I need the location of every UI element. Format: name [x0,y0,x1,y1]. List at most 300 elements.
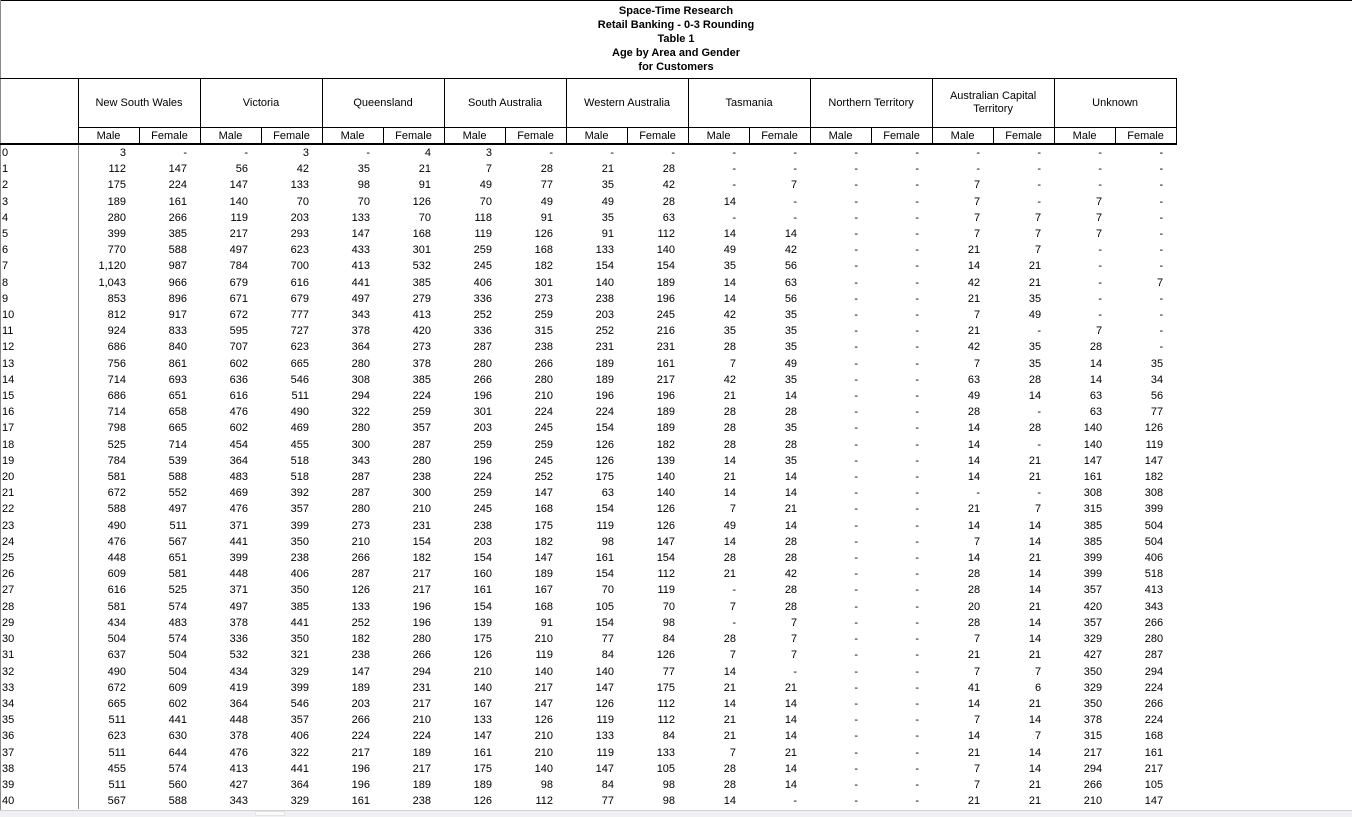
data-cell: 217 [534,681,554,694]
data-cell: - [1159,341,1164,354]
data-cell: 623 [290,244,310,257]
data-cell: 35 [784,422,798,435]
data-cell: 70 [357,195,371,208]
data-cell: 231 [595,341,615,354]
data-cell: 154 [595,260,615,273]
data-cell: 490 [290,406,310,419]
data-cell: 616 [229,390,248,403]
data-cell: 273 [412,341,432,354]
data-cell: 189 [656,406,676,419]
data-cell: 154 [595,568,615,581]
data-cell: 7 [973,633,981,646]
data-cell: 7 [790,616,798,629]
data-cell: - [915,276,920,289]
data-cell: 14 [1028,616,1042,629]
data-cell: 1,120 [98,260,126,273]
data-cell: - [1159,325,1164,338]
data-cell: - [793,665,798,678]
data-cell: 511 [108,714,126,727]
data-cell: 133 [351,211,371,224]
age-label: 39 [0,777,78,793]
data-cell: - [854,600,859,613]
gender-header[interactable]: Male [688,128,749,145]
data-cell: 28 [784,600,798,613]
data-cell: 167 [534,584,554,597]
data-cell: 665 [107,697,126,710]
table-row [0,647,1176,663]
data-cell: 420 [412,325,432,338]
area-header[interactable]: Victoria [200,79,322,128]
data-cell: 140 [656,487,676,500]
data-cell: 182 [351,633,371,646]
data-cell: - [854,147,859,159]
data-cell: - [1159,292,1164,305]
data-cell: 280 [351,357,371,370]
data-cell: 14 [1028,519,1042,532]
data-cell: 203 [595,309,615,322]
data-cell: 497 [229,244,248,257]
data-cell: 7 [973,309,981,322]
data-cell: - [854,746,859,759]
data-cell: - [854,260,859,273]
table-row [0,437,1176,453]
data-cell: 7 [729,649,737,662]
data-cell: 160 [473,568,493,581]
area-header[interactable]: South Australia [444,79,566,128]
data-cell: 14 [1028,762,1042,775]
data-cell: 853 [107,292,126,305]
gender-header[interactable]: Male [322,128,383,145]
data-cell: 7 [729,746,737,759]
gender-header[interactable]: Female [139,128,200,145]
data-cell: 91 [540,616,554,629]
data-cell: 532 [229,649,248,662]
report-title-block [0,4,1352,74]
data-cell: 196 [412,600,432,613]
data-cell: - [1098,292,1103,305]
gender-header[interactable]: Male [444,128,505,145]
data-cell: 637 [107,649,126,662]
data-cell: 7 [790,179,798,192]
data-cell: 357 [290,714,310,727]
data-cell: - [915,228,920,241]
data-cell: - [732,584,737,597]
data-cell: 203 [473,535,493,548]
data-cell: 14 [723,292,737,305]
data-cell: 119 [474,228,493,241]
data-cell: 350 [290,584,310,597]
table-row [0,323,1176,339]
data-cell: - [1037,147,1042,159]
data-cell: - [854,681,859,694]
data-cell: 504 [168,665,187,678]
data-cell: 21 [1028,649,1042,662]
data-cell: 7 [1034,503,1042,516]
data-cell: 84 [662,730,676,743]
data-cell: 245 [534,454,554,467]
data-cell: 357 [1083,616,1103,629]
data-cell: 588 [168,244,187,257]
data-cell: 644 [168,746,187,759]
data-cell: - [732,616,737,629]
data-cell: 14 [967,519,981,532]
data-cell: 280 [107,211,126,224]
data-cell: 238 [290,552,310,565]
data-cell: 224 [595,406,615,419]
table-row [0,745,1176,761]
data-cell: 112 [657,697,676,710]
table-row [0,307,1176,323]
gender-header[interactable]: Female [871,128,932,145]
data-cell: 287 [351,568,371,581]
data-cell: - [793,795,798,808]
table-row [0,615,1176,631]
data-cell: 504 [168,649,187,662]
gender-header[interactable]: Male [932,128,993,145]
data-cell: 321 [290,649,310,662]
data-cell: 315 [1083,730,1103,743]
table-row [0,550,1176,566]
data-cell: 252 [473,309,493,322]
data-cell: 28 [784,438,798,451]
data-cell: 133 [595,244,615,257]
data-cell: - [854,649,859,662]
data-cell: 560 [168,778,187,791]
age-label: 14 [0,372,78,388]
data-cell: 574 [168,762,187,775]
data-cell: 924 [107,325,126,338]
data-cell: 14 [967,471,981,484]
data-cell: 70 [418,211,432,224]
data-cell: 266 [1144,616,1164,629]
data-cell: - [854,341,859,354]
data-cell: 266 [1144,697,1164,710]
data-cell: 126 [473,649,493,662]
data-cell: 693 [168,373,187,386]
table-row [0,356,1176,372]
data-cell: 168 [534,600,554,613]
data-cell: - [915,633,920,646]
table-row [0,144,1176,161]
table-row [0,518,1176,534]
data-cell: 259 [473,438,493,451]
data-cell: 427 [229,778,248,791]
data-cell: 623 [290,341,310,354]
age-label: 40 [0,793,78,809]
data-cell: 294 [412,665,432,678]
data-cell: 7 [1034,244,1042,257]
data-cell: - [854,714,859,727]
data-cell: 224 [351,730,371,743]
gender-header[interactable]: Male [78,128,139,145]
data-cell: 133 [656,746,676,759]
age-label: 23 [0,518,78,534]
data-cell: 259 [473,244,493,257]
data-cell: 35 [601,179,615,192]
data-cell: 406 [290,568,310,581]
data-cell: 343 [351,454,371,467]
data-cell: 175 [473,633,493,646]
data-cell: - [854,487,859,500]
data-cell: 987 [168,260,187,273]
data-cell: - [854,276,859,289]
data-cell: 413 [229,762,248,775]
age-label: 32 [0,664,78,680]
data-cell: 917 [168,309,187,322]
data-cell: 511 [108,746,126,759]
data-cell: 189 [656,422,676,435]
data-cell: - [1098,260,1103,273]
data-cell: 497 [351,292,371,305]
data-cell: 147 [1144,795,1164,808]
data-cell: 546 [290,697,310,710]
age-label: 26 [0,566,78,582]
area-header[interactable]: New South Wales [78,79,200,128]
data-cell: 119 [596,714,615,727]
data-cell: 7 [973,762,981,775]
data-cell: 119 [1145,438,1164,451]
data-cell: 21 [967,649,981,662]
data-cell: 28 [662,163,676,176]
data-cell: 161 [473,746,493,759]
data-cell: - [915,422,920,435]
age-label: 30 [0,631,78,647]
data-cell: 140 [473,681,493,694]
data-cell: 525 [168,584,187,597]
data-cell: 287 [473,341,493,354]
data-cell: 28 [723,422,737,435]
area-header[interactable]: Queensland [322,79,444,128]
data-cell: 279 [412,292,432,305]
data-cell: 161 [656,357,676,370]
data-cell: 14 [784,519,798,532]
data-cell: 280 [412,633,432,646]
data-cell: 21 [1028,778,1042,791]
data-cell: 35 [784,454,798,467]
table-row [0,226,1176,242]
data-cell: 413 [1144,584,1164,597]
data-cell: 294 [1144,665,1164,678]
data-cell: 14 [784,730,798,743]
data-cell: 385 [1083,535,1103,548]
gender-header[interactable]: Female [627,128,688,145]
data-cell: - [915,406,920,419]
table-head [0,79,1176,145]
data-cell: 504 [1144,519,1164,532]
data-cell: 371 [229,519,248,532]
data-cell: - [1037,195,1042,208]
data-cell: 49 [1028,309,1042,322]
data-cell: 406 [473,276,493,289]
data-cell: 167 [473,697,493,710]
data-cell: 35 [601,211,615,224]
gender-header[interactable]: Male [810,128,871,145]
data-cell: 28 [967,568,981,581]
data-cell: - [915,373,920,386]
data-cell: 7 [973,778,981,791]
data-cell: 98 [357,179,371,192]
data-cell: 210 [1083,795,1103,808]
data-cell: 301 [534,276,554,289]
data-cell: 35 [1028,292,1042,305]
data-cell: 476 [229,406,248,419]
gender-header[interactable]: Female [749,128,810,145]
data-cell: - [854,390,859,403]
data-cell: 301 [412,244,432,257]
data-cell: 147 [168,163,187,176]
data-cell: 140 [595,665,615,678]
data-cell: - [915,147,920,159]
gender-header[interactable]: Male [566,128,627,145]
data-cell: 574 [168,633,187,646]
data-cell: 140 [534,665,554,678]
data-cell: 679 [290,292,310,305]
data-cell: 21 [601,163,615,176]
data-cell: 399 [1083,552,1103,565]
data-cell: - [915,471,920,484]
table-row [0,258,1176,274]
data-cell: 175 [473,762,493,775]
data-cell: 161 [473,584,493,597]
data-cell: 189 [534,568,554,581]
data-cell: 896 [168,292,187,305]
data-cell: 42 [296,163,310,176]
area-header[interactable]: Western Australia [566,79,688,128]
data-cell: 224 [412,390,432,403]
data-cell: 139 [473,616,493,629]
data-cell: 28 [723,406,737,419]
data-cell: 266 [534,357,554,370]
data-cell: 419 [229,681,248,694]
gender-header[interactable]: Female [261,128,322,145]
age-label: 0 [0,144,78,161]
data-cell: 343 [351,309,371,322]
data-cell: 238 [534,341,554,354]
age-label: 21 [0,485,78,501]
data-cell: 35 [784,325,798,338]
data-cell: 595 [229,325,248,338]
data-cell: 42 [784,568,798,581]
data-cell: 21 [1028,471,1042,484]
gender-header[interactable]: Male [1054,128,1115,145]
data-cell: - [793,211,798,224]
scrollbar-thumb[interactable] [255,811,285,816]
area-header[interactable]: Tasmania [688,79,810,128]
data-cell: 343 [229,795,248,808]
data-cell: 133 [290,179,310,192]
data-cell: 798 [107,422,126,435]
data-cell: 686 [107,390,126,403]
data-cell: 28 [723,762,737,775]
gender-header[interactable]: Female [383,128,444,145]
data-cell: 357 [290,503,310,516]
area-header[interactable]: Northern Territory [810,79,932,128]
data-cell: 35 [1028,357,1042,370]
data-cell: 147 [1083,454,1103,467]
data-cell: 427 [1083,649,1103,662]
data-cell: 770 [107,244,126,257]
data-cell: 433 [351,244,371,257]
area-header[interactable]: Unknown [1054,79,1176,128]
data-cell: - [732,179,737,192]
data-cell: - [854,357,859,370]
data-cell: 273 [534,292,554,305]
gender-header[interactable]: Female [993,128,1054,145]
data-cell: 727 [290,325,310,338]
data-cell: 119 [596,519,615,532]
data-cell: 679 [229,276,248,289]
data-cell: 161 [168,195,187,208]
age-label: 18 [0,437,78,453]
table-row [0,680,1176,696]
data-cell: 196 [473,454,493,467]
data-cell: 112 [108,163,126,176]
data-cell: 364 [290,778,310,791]
age-label: 15 [0,388,78,404]
data-cell: - [1098,179,1103,192]
data-cell: 119 [230,211,248,224]
data-cell: 112 [535,795,554,808]
data-cell: 161 [351,795,371,808]
data-cell: 168 [412,228,432,241]
data-cell: 609 [107,568,126,581]
data-cell: - [915,778,920,791]
data-cell: 518 [290,454,310,467]
data-cell: - [1037,325,1042,338]
data-cell: 7 [1095,211,1103,224]
data-cell: 238 [412,471,432,484]
data-cell: 322 [351,406,371,419]
data-cell: 28 [1028,373,1042,386]
data-cell: 217 [412,762,432,775]
data-cell: 784 [107,454,126,467]
data-cell: - [915,714,920,727]
data-cell: 42 [967,341,981,354]
gender-header[interactable]: Female [505,128,566,145]
data-cell: 49 [967,390,981,403]
data-cell: - [854,438,859,451]
data-cell: 77 [1150,406,1164,419]
data-cell: 329 [1083,633,1103,646]
gender-header[interactable]: Male [200,128,261,145]
data-cell: 454 [229,438,248,451]
data-cell: 21 [1028,552,1042,565]
table-row [0,210,1176,226]
data-cell: 77 [662,665,676,678]
age-label: 13 [0,356,78,372]
data-cell: 546 [290,373,310,386]
data-cell: 3 [302,147,310,159]
area-header[interactable]: Australian Capital Territory [932,79,1054,128]
data-cell: 756 [107,357,126,370]
data-cell: 588 [168,471,187,484]
data-cell: - [915,568,920,581]
data-cell: 42 [662,179,676,192]
data-cell: 602 [229,422,248,435]
data-cell: 539 [168,454,187,467]
data-cell: 21 [723,681,737,694]
data-cell: 14 [723,697,737,710]
data-cell: 672 [229,309,248,322]
data-cell: 140 [656,471,676,484]
data-cell: 252 [351,616,371,629]
data-cell: 224 [412,730,432,743]
data-cell: 21 [1028,600,1042,613]
data-cell: 189 [107,195,126,208]
data-cell: - [854,778,859,791]
gender-header[interactable]: Female [1115,128,1176,145]
data-cell: - [915,341,920,354]
